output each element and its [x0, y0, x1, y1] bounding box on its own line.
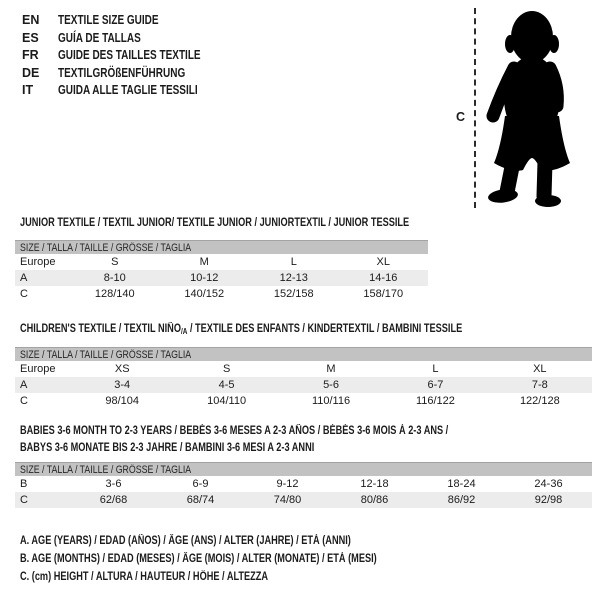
lang-row-es	[22, 30, 236, 48]
title-post: / TEXTILE DES ENFANTS / KINDERTEXTIL / BAMBINI TESSILE	[187, 323, 463, 335]
table-cell: 6-9	[192, 478, 209, 490]
row-label: A	[20, 272, 28, 284]
row-label: C	[20, 395, 28, 407]
lang-code: IT	[22, 83, 34, 97]
table-cell: 158/170	[363, 288, 404, 300]
table-cell: 92/98	[534, 494, 563, 506]
table-cell: 24-36	[534, 478, 563, 490]
table-cell: L	[432, 363, 439, 375]
legend	[20, 532, 466, 586]
row-label: Europe	[20, 256, 56, 268]
lang-label: TEXTILE SIZE GUIDE	[58, 13, 159, 27]
table-cell: M	[199, 256, 209, 268]
babies-title-line1: BABIES 3-6 MONTH TO 2-3 YEARS / BEBÉS 3-6 MESES A 2-3 AÑOS / BÉBÉS 3-6 MOIS À 2-3 ANS /	[20, 425, 449, 437]
table-cell: 74/80	[273, 494, 302, 506]
row-label: Europe	[20, 363, 56, 375]
table-cell: 104/110	[207, 395, 247, 407]
size-header-bar	[15, 462, 592, 476]
lang-code: EN	[22, 13, 40, 27]
table-row	[15, 377, 592, 393]
table-cell: S	[222, 363, 231, 375]
babies-table	[15, 462, 592, 508]
legend-line-height	[20, 568, 466, 586]
table-cell: 5-6	[323, 379, 339, 391]
table-row	[15, 270, 428, 286]
lang-row-fr	[22, 47, 236, 65]
junior-table-title-text: JUNIOR TEXTILE / TEXTIL JUNIOR/ TEXTILE JUNIOR / JUNIORTEXTIL / JUNIOR TESSILE	[20, 217, 410, 229]
babies-table-title	[20, 423, 555, 457]
table-cell: 12-13	[279, 272, 308, 284]
table-cell: XL	[376, 256, 390, 268]
table-cell: 80/86	[360, 494, 389, 506]
babies-table-rows	[15, 476, 592, 508]
legend-text: B. AGE (MONTHS) / EDAD (MESES) / ÂGE (MOIS) / ALTER (MONATE) / ETÀ (MESI)	[20, 553, 377, 565]
title-subscript: /A	[180, 327, 188, 336]
table-cell: 10-12	[190, 272, 219, 284]
table-cell: 152/158	[273, 288, 314, 300]
table-cell: 3-6	[105, 478, 122, 490]
table-cell: 128/140	[94, 288, 135, 300]
size-header-bar	[15, 347, 592, 361]
legend-text: A. AGE (YEARS) / EDAD (AÑOS) / ÂGE (ANS) / ALTER (JAHRE) / ETÀ (ANNI)	[20, 535, 351, 547]
table-cell: 110/116	[311, 395, 351, 407]
row-label: C	[20, 494, 28, 506]
table-cell: M	[326, 363, 336, 375]
table-cell: 62/68	[99, 494, 128, 506]
lang-label: TEXTILGRÖßENFÜHRUNG	[58, 65, 186, 80]
table-cell: L	[290, 256, 297, 268]
children-table	[15, 347, 592, 409]
height-measure-label: C	[456, 110, 466, 124]
legend-line-age-years	[20, 532, 466, 550]
children-table-rows	[15, 361, 592, 409]
junior-table	[15, 240, 428, 302]
table-cell: 98/104	[105, 395, 140, 407]
baby-silhouette-icon	[482, 6, 594, 208]
table-row	[15, 254, 428, 270]
legend-text: C. (cm) HEIGHT / ALTURA / HAUTEUR / HÖHE / ALTEZZA	[20, 571, 269, 583]
junior-table-title	[20, 215, 506, 232]
table-row	[15, 393, 592, 409]
title-pre: CHILDREN'S TEXTILE / TEXTIL NIÑO	[20, 323, 181, 335]
lang-row-de	[22, 65, 236, 83]
lang-code: ES	[22, 30, 39, 45]
row-label: B	[20, 478, 28, 490]
table-row	[15, 361, 592, 377]
table-cell: 3-4	[114, 379, 131, 391]
lang-label: GUIDA ALLE TAGLIE TESSILI	[58, 83, 198, 97]
table-cell: 18-24	[447, 478, 476, 490]
height-figure	[456, 5, 596, 210]
table-cell: 116/122	[415, 395, 455, 407]
table-cell: S	[111, 256, 119, 268]
lang-row-it	[22, 82, 236, 100]
table-row	[15, 476, 592, 492]
table-cell: 122/128	[519, 395, 560, 407]
height-measure-line	[474, 8, 476, 208]
language-list	[22, 12, 236, 100]
size-header-text: SIZE / TALLA / TAILLE / GRÖSSE / TAGLIA	[20, 349, 192, 361]
table-cell: 68/74	[186, 494, 215, 506]
row-label: A	[20, 379, 28, 391]
row-label: C	[20, 288, 28, 300]
lang-code: FR	[22, 48, 39, 62]
table-cell: 8-10	[103, 272, 126, 284]
babies-title-line2: BABYS 3-6 MONATE BIS 2-3 JAHRE / BAMBINI 3-6 MESI A 2-3 ANNI	[20, 442, 315, 454]
table-cell: 12-18	[360, 478, 389, 490]
lang-code: DE	[22, 65, 40, 80]
size-header-text: SIZE / TALLA / TAILLE / GRÖSSE / TAGLIA	[20, 242, 192, 254]
table-cell: 14-16	[369, 272, 398, 284]
table-cell: 9-12	[276, 478, 299, 490]
children-table-title-text	[20, 321, 462, 340]
lang-label: GUÍA DE TALLAS	[58, 30, 141, 45]
table-cell: 4-5	[218, 379, 235, 391]
table-cell: XS	[114, 363, 130, 375]
table-cell: 86/92	[447, 494, 476, 506]
table-cell: XL	[533, 363, 547, 375]
children-table-title	[20, 321, 573, 340]
lang-label: GUIDE DES TAILLES TEXTILE	[58, 48, 201, 62]
table-cell: 140/152	[184, 288, 225, 300]
table-cell: 6-7	[427, 379, 444, 391]
table-cell: 7-8	[531, 379, 548, 391]
lang-row-en	[22, 12, 236, 30]
legend-line-age-months	[20, 550, 466, 568]
junior-table-rows	[15, 254, 428, 302]
size-header-bar	[15, 240, 428, 254]
table-row	[15, 492, 592, 508]
table-row	[15, 286, 428, 302]
size-header-text: SIZE / TALLA / TAILLE / GRÖSSE / TAGLIA	[20, 464, 192, 476]
